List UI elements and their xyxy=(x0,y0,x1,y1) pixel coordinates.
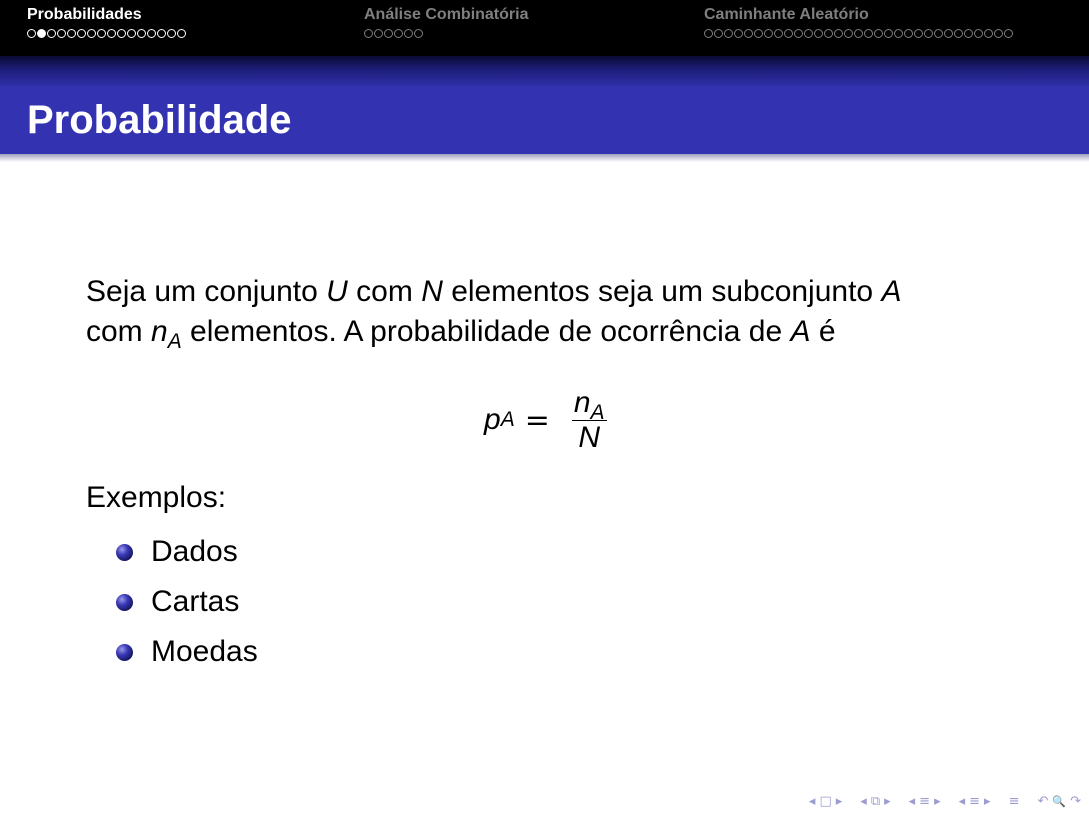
slide-dot[interactable] xyxy=(734,29,743,38)
slide-dot[interactable] xyxy=(117,29,126,38)
slide-dot[interactable] xyxy=(414,29,423,38)
slide-dot[interactable] xyxy=(1004,29,1013,38)
next-subsection-icon[interactable]: ▸ xyxy=(934,794,941,809)
text-segment: elementos seja um subconjunto xyxy=(442,275,882,308)
slide-dot[interactable] xyxy=(97,29,106,38)
slide-dot[interactable] xyxy=(147,29,156,38)
slide-dot[interactable] xyxy=(924,29,933,38)
prev-frame-icon[interactable]: ◂ xyxy=(860,794,867,809)
subsection-bar xyxy=(0,56,1089,86)
slide-dot[interactable] xyxy=(57,29,66,38)
slide-dot[interactable] xyxy=(884,29,893,38)
subsection-icon[interactable]: ≡ xyxy=(919,794,931,809)
slide-dot[interactable] xyxy=(974,29,983,38)
slide-dot[interactable] xyxy=(177,29,186,38)
next-frame-icon[interactable]: ▸ xyxy=(884,794,891,809)
math-var-n: n xyxy=(151,315,168,348)
slide-dot[interactable] xyxy=(107,29,116,38)
slide-dot[interactable] xyxy=(37,29,46,38)
slide-dot[interactable] xyxy=(754,29,763,38)
prev-subsection-icon[interactable]: ◂ xyxy=(908,794,916,809)
math-var-A: A xyxy=(790,315,811,348)
slide-dot[interactable] xyxy=(27,29,36,38)
list-item xyxy=(116,577,258,627)
slide-dot[interactable] xyxy=(137,29,146,38)
slide-dot[interactable] xyxy=(814,29,823,38)
slide-dot[interactable] xyxy=(994,29,1003,38)
slide-dot[interactable] xyxy=(984,29,993,38)
probability-equation: p A = $\frac{n_A}{N}$ xyxy=(484,385,605,454)
text-segment: com xyxy=(86,315,152,348)
examples-label: Exemplos: xyxy=(86,481,227,514)
title-bar-shadow xyxy=(0,154,1089,162)
equation-lhs-var: p xyxy=(484,403,501,436)
slide-dot[interactable] xyxy=(744,29,753,38)
slide-dot[interactable] xyxy=(704,29,713,38)
slide-dot[interactable] xyxy=(874,29,883,38)
slide-dot[interactable] xyxy=(784,29,793,38)
list-item-text: Cartas xyxy=(151,585,240,618)
slide-icon[interactable]: □ xyxy=(819,794,832,809)
slide-dot[interactable] xyxy=(374,29,383,38)
slide-dot[interactable] xyxy=(904,29,913,38)
math-var-N: N xyxy=(421,275,443,308)
list-item-text: Moedas xyxy=(151,635,258,668)
numerator-var: n xyxy=(573,385,591,419)
slide-dot[interactable] xyxy=(127,29,136,38)
slide-dot[interactable] xyxy=(844,29,853,38)
slide-dots xyxy=(704,27,1013,39)
slide-dot[interactable] xyxy=(404,29,413,38)
slide-dot[interactable] xyxy=(67,29,76,38)
fraction xyxy=(572,386,607,455)
nav-section-title[interactable]: Análise Combinatória xyxy=(364,6,529,23)
prev-section-icon[interactable]: ◂ xyxy=(958,794,966,809)
bullet-icon xyxy=(116,594,133,611)
nav-section-caminhante-aleatorio[interactable] xyxy=(704,6,1013,39)
slide-dot[interactable] xyxy=(87,29,96,38)
slide-dot[interactable] xyxy=(714,29,723,38)
slide-dot[interactable] xyxy=(167,29,176,38)
slide-dots xyxy=(27,27,186,39)
slide-dot[interactable] xyxy=(774,29,783,38)
slide-dot[interactable] xyxy=(944,29,953,38)
slide-dot[interactable] xyxy=(77,29,86,38)
paragraph-line-2 xyxy=(86,312,1046,352)
math-var-U: U xyxy=(326,275,348,308)
slide-dot[interactable] xyxy=(804,29,813,38)
slide-dot[interactable] xyxy=(724,29,733,38)
slide-dot[interactable] xyxy=(854,29,863,38)
equals-sign: = xyxy=(524,402,550,438)
beamer-navigation-symbols xyxy=(809,794,1081,809)
examples-list xyxy=(116,527,258,677)
bullet-icon xyxy=(116,544,133,561)
fraction-numerator xyxy=(572,385,607,424)
slide-dot[interactable] xyxy=(364,29,373,38)
math-var-A: A xyxy=(881,275,902,308)
next-slide-icon[interactable]: ▸ xyxy=(835,794,843,809)
nav-section-analise-combinatoria[interactable] xyxy=(364,6,528,39)
slide-dot[interactable] xyxy=(384,29,393,38)
nav-section-title[interactable]: Probabilidades xyxy=(27,6,142,23)
search-icon[interactable]: 🔍 xyxy=(1052,795,1067,808)
frame-title: Probabilidade xyxy=(27,98,292,142)
bullet-icon xyxy=(116,644,133,661)
text-segment: elementos. A probabilidade de ocorrência de xyxy=(181,315,791,348)
paragraph-line-1 xyxy=(86,272,1046,312)
document-icon[interactable]: ≡ xyxy=(1008,794,1020,809)
slide-dot[interactable] xyxy=(864,29,873,38)
nav-section-probabilidades[interactable] xyxy=(27,6,186,39)
math-subscript-A: A xyxy=(167,330,182,353)
slide-dot[interactable] xyxy=(764,29,773,38)
text-segment: com xyxy=(347,275,422,308)
slide-dots xyxy=(364,27,528,39)
slide-dot[interactable] xyxy=(834,29,843,38)
slide-dot[interactable] xyxy=(954,29,963,38)
list-item-text: Dados xyxy=(151,535,238,568)
list-item xyxy=(116,627,258,677)
definition-paragraph xyxy=(86,272,1046,352)
back-icon[interactable]: ↶ xyxy=(1037,794,1049,809)
list-item xyxy=(116,527,258,577)
frame-icon[interactable]: ⧉ xyxy=(870,794,881,809)
numerator-subscript: A xyxy=(590,400,605,424)
slide-dot[interactable] xyxy=(894,29,903,38)
slide-dot[interactable] xyxy=(157,29,166,38)
section-navbar xyxy=(0,0,1089,56)
forward-icon[interactable]: ↷ xyxy=(1070,794,1081,809)
prev-slide-icon[interactable]: ◂ xyxy=(808,794,816,809)
slide-dot[interactable] xyxy=(964,29,973,38)
slide-dot[interactable] xyxy=(47,29,56,38)
slide-dot[interactable] xyxy=(934,29,943,38)
text-segment: Seja um conjunto xyxy=(86,275,327,308)
section-icon[interactable]: ≡ xyxy=(969,794,981,809)
slide-dot[interactable] xyxy=(394,29,403,38)
fraction-denominator: N xyxy=(578,420,601,454)
slide-dot[interactable] xyxy=(794,29,803,38)
slide-dot[interactable] xyxy=(824,29,833,38)
text-segment: é xyxy=(810,315,836,348)
next-section-icon[interactable]: ▸ xyxy=(984,794,991,809)
nav-section-title[interactable]: Caminhante Aleatório xyxy=(704,6,869,23)
slide-dot[interactable] xyxy=(914,29,923,38)
